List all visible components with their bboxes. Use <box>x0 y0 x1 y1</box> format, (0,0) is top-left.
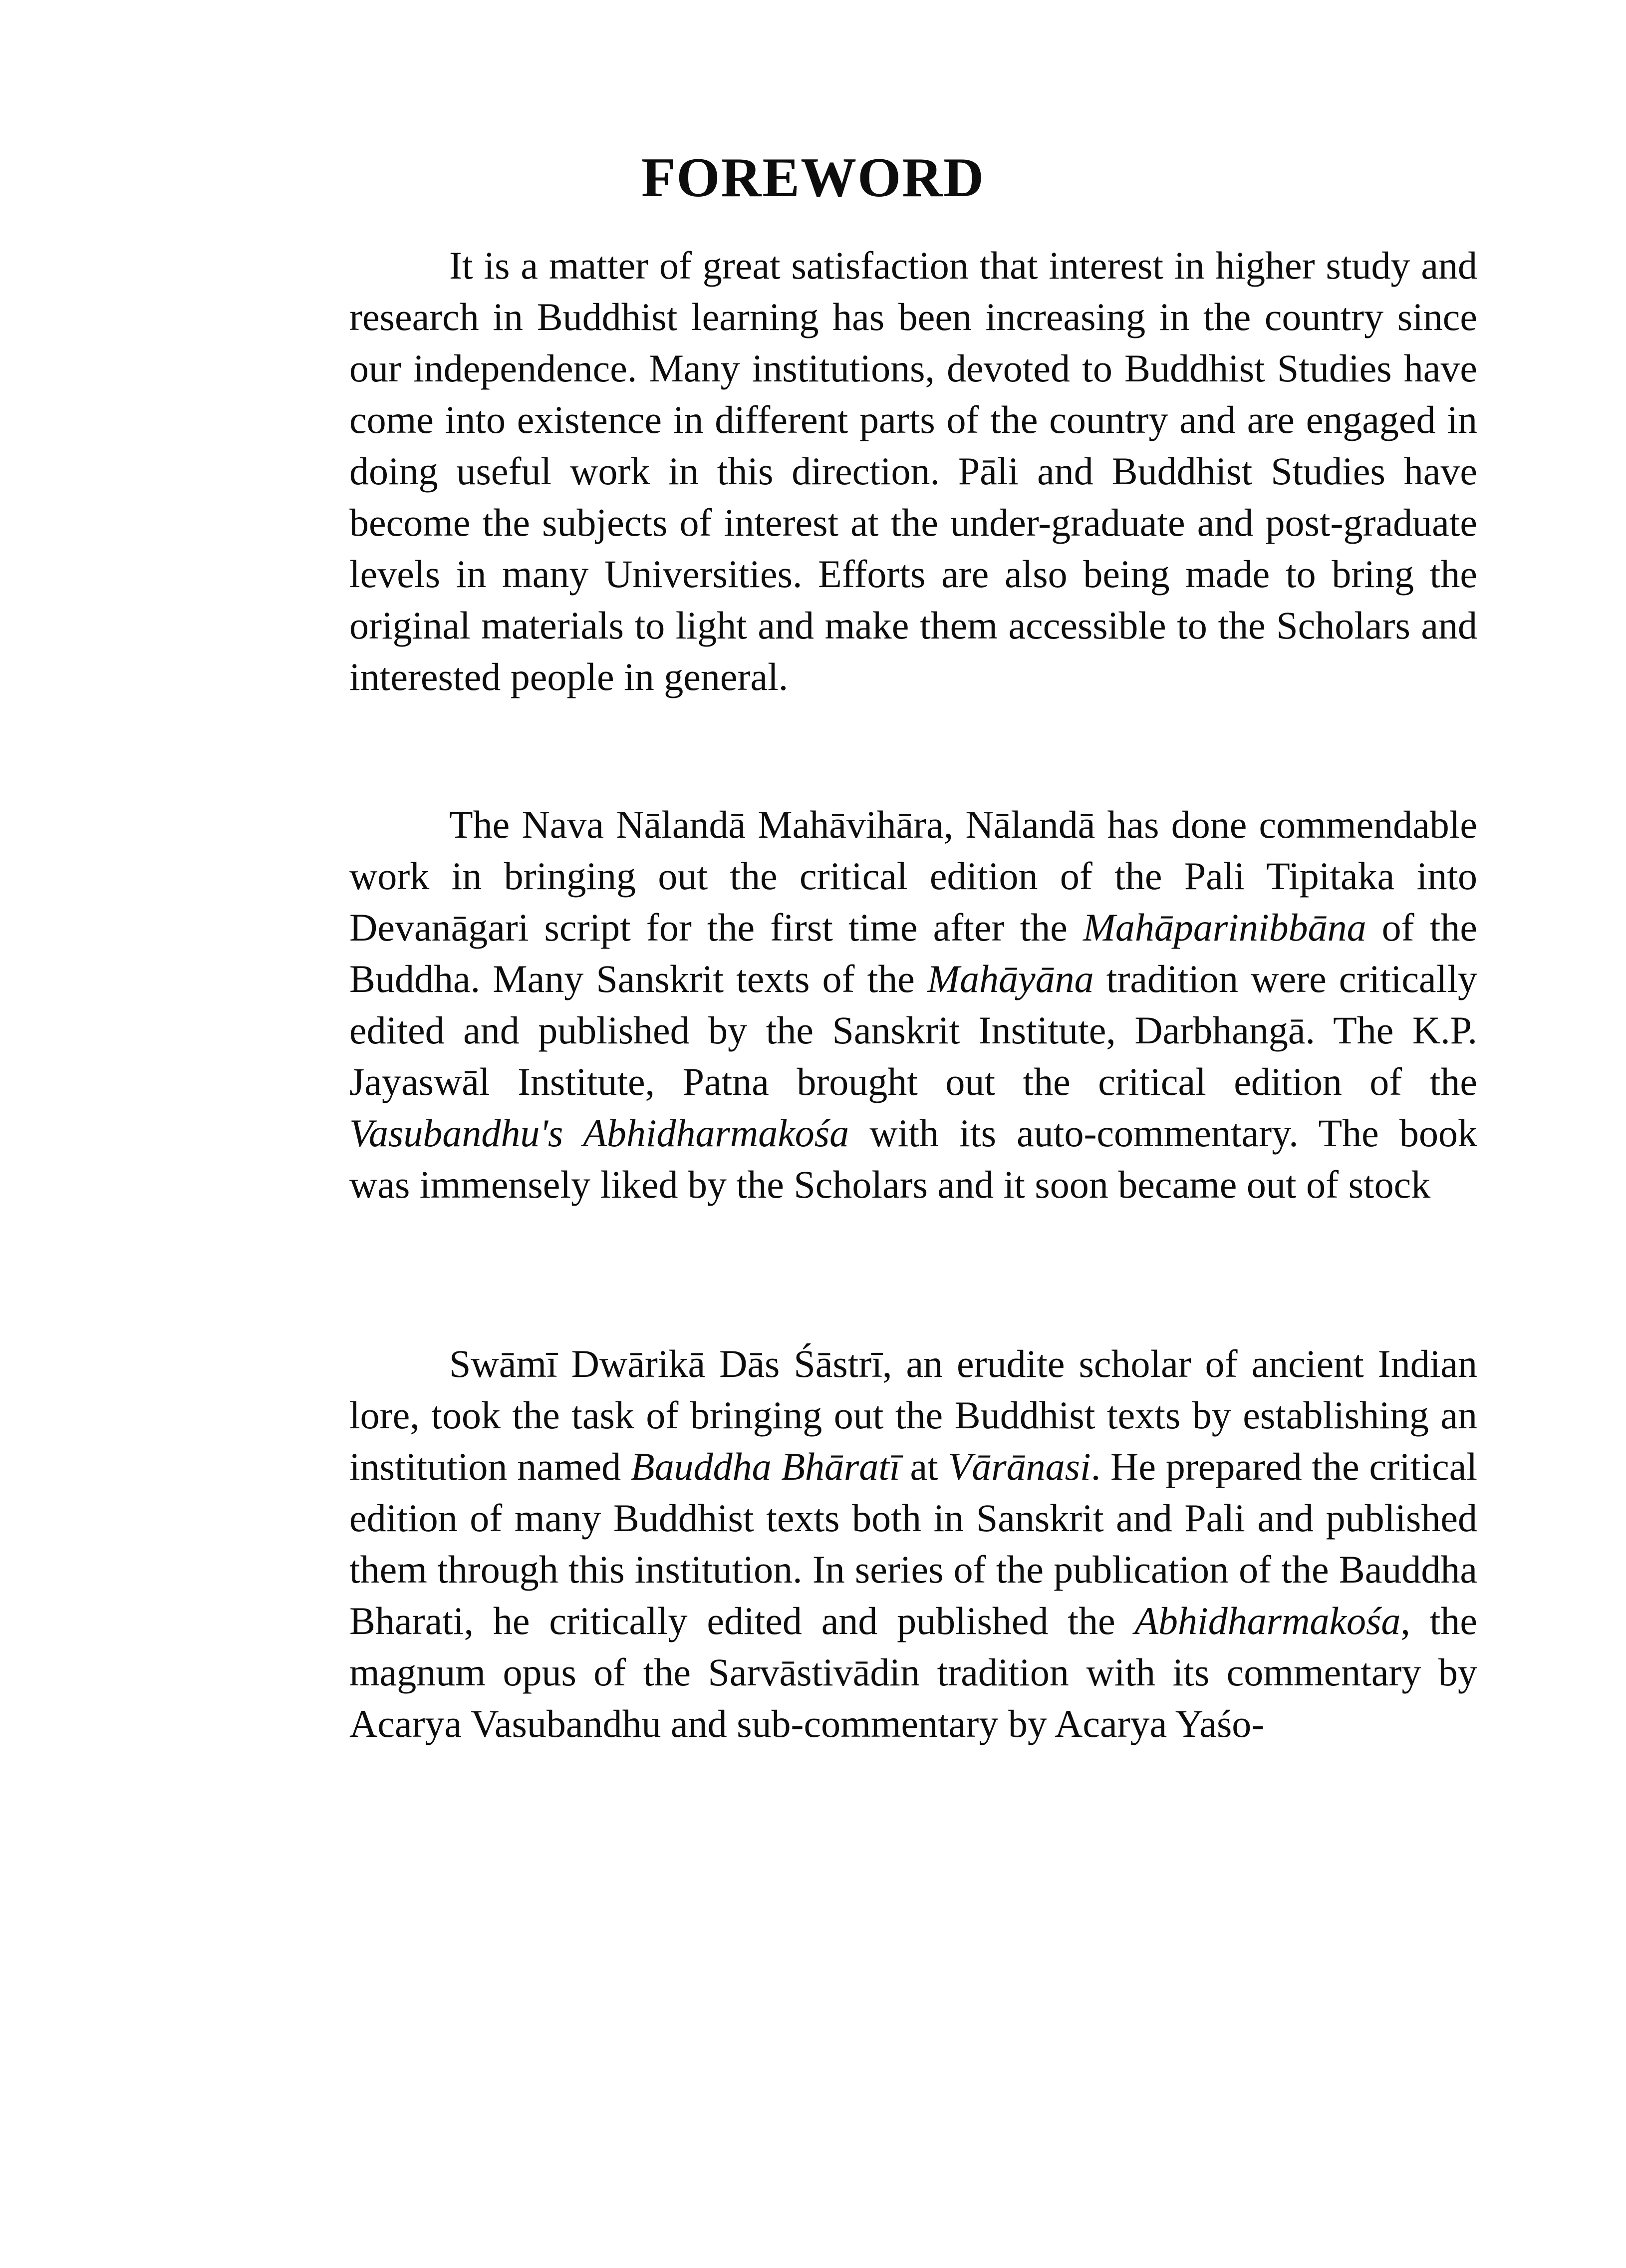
italic-title-mahayana: Mahāyāna <box>927 957 1094 1000</box>
paragraph-2 <box>349 799 1477 1210</box>
text-segment: with its auto-commentary. The book was immensely liked by the Scholars and it soon became out of stock <box>349 1111 1477 1206</box>
italic-title-abhidharmakosa: Vasubandhu's Abhidharmakośa <box>349 1111 849 1155</box>
paragraph-text <box>349 1338 1477 1749</box>
italic-place-varanasi: Vārānasi <box>948 1445 1091 1488</box>
text-segment: of the Buddha. Many Sanskrit texts of the <box>349 906 1478 1000</box>
paragraph-text <box>349 799 1477 1210</box>
page-title: FOREWORD <box>641 147 985 209</box>
paragraph-3 <box>349 1338 1477 1749</box>
text-segment: The Nava Nālandā Mahāvihāra, Nālandā has done commendable work in bringing out the critical edition of the Pali Tipitaka into Devanāgari script for the first time after the <box>349 803 1477 949</box>
paragraph-text <box>349 240 1477 702</box>
paragraph-1 <box>349 240 1477 702</box>
text-segment: at <box>900 1445 948 1488</box>
text-segment: . He prepared the critical edition of many Buddhist texts both in Sanskrit and Pali and published them through this institution. In series of the publication of the Bauddha Bharati, he critically edited and published the <box>349 1445 1477 1642</box>
text-segment: , the magnum opus of the Sarvāstivādin tradition with its commentary by Acarya Vasubandhu and sub-commentary by Acarya Yaśo- <box>349 1599 1477 1745</box>
italic-title-bauddha-bharati: Bauddha Bhāratī <box>630 1445 900 1488</box>
text-segment: It is a matter of great satisfaction that interest in higher study and research in Buddhist learning has been increasing in the country since our independence. Many institutions, devoted to Buddhist Studies have come into existence in different parts of the country and are engaged in doing useful work in this direction. Pāli and Buddhist Studies have become the subjects of interest at the under-graduate and post-graduate levels in many Universities. Efforts are also being made to bring the original materials to light and make them accessible to the Scholars and interested people in general. <box>349 244 1477 698</box>
text-segment: tradition were critically edited and published by the Sanskrit Institute, Darbhangā. The K.P. Jayaswāl Institute, Patna brought out the critical edition of the <box>349 957 1478 1103</box>
text-segment: Swāmī Dwārikā Dās Śāstrī, an erudite scholar of ancient Indian lore, took the task of bringing out the Buddhist texts by establishing an institution named <box>349 1342 1477 1488</box>
italic-title-mahaparinibbana: Mahāparinibbāna <box>1083 906 1366 949</box>
italic-title-abhidharmakosa: Abhidharmakośa <box>1134 1599 1401 1642</box>
